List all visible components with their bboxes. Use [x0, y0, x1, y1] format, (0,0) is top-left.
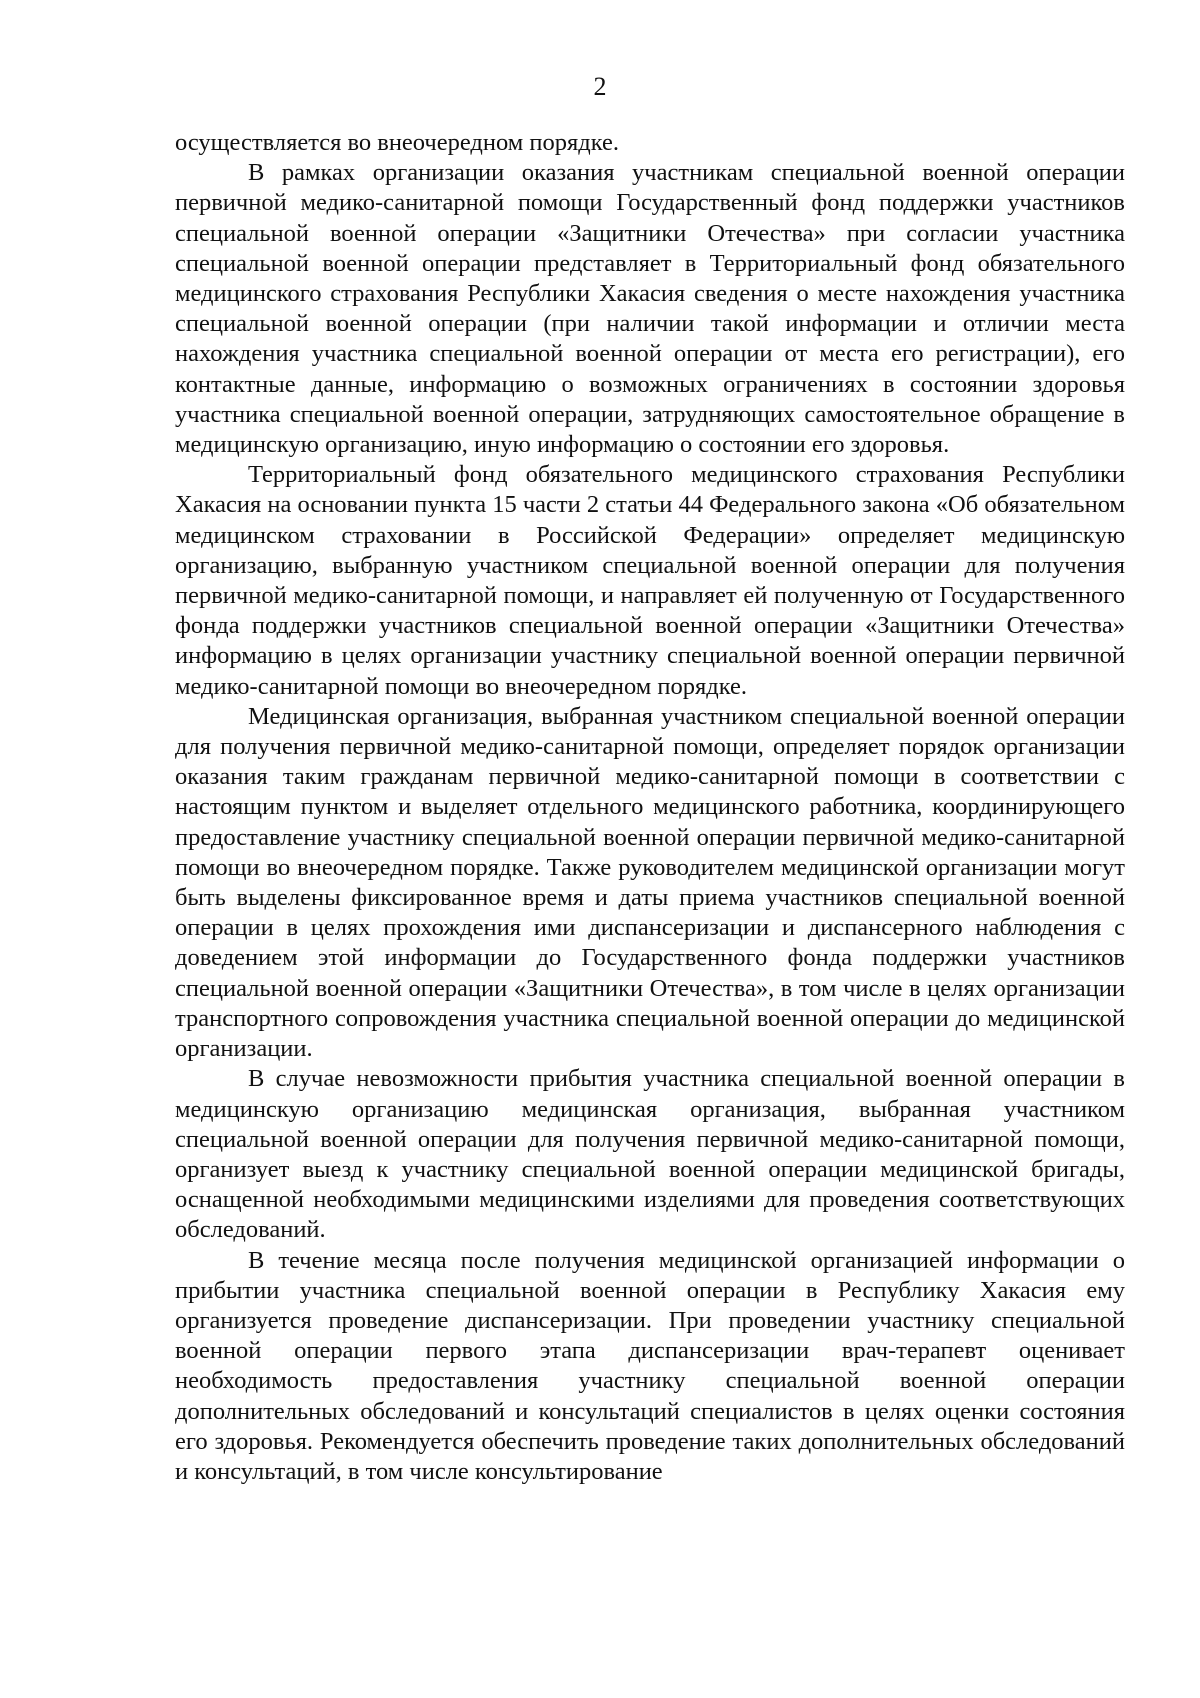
page-number: 2	[593, 72, 607, 101]
paragraph-continuation: осуществляется во внеочередном порядке.	[175, 129, 620, 156]
paragraph: В случае невозможности прибытия участника специальной военной операции в медицинскую организацию медицинская организация, выбранная участником специальной военной операции для получения первичной медико-санитарной помощи, организует выезд к участнику специальной военной операции медицинской бригады, оснащенной необходимыми медицинскими изделиями для проведения соответствующих обследований.	[175, 1065, 1125, 1244]
paragraph: Медицинская организация, выбранная участником специальной военной операции для получения первичной медико-санитарной помощи, определяет порядок организации оказания таким гражданам первичной медико-санитарной помощи в соответствии с настоящим пунктом и выделяет отдельного медицинского работника, координирующего предоставление участнику специальной военной операции первичной медико-санитарной помощи во внеочередном порядке. Также руководителем медицинской организации могут быть выделены фиксированное время и даты приема участников специальной военной операции в целях прохождения ими диспансеризации и диспансерного наблюдения с доведением этой информации до Государственного фонда поддержки участников специальной военной операции «Защитники Отечества», в том числе в целях организации транспортного сопровождения участника специальной военной операции до медицинской организации.	[175, 702, 1125, 1063]
paragraph: В рамках организации оказания участникам специальной военной операции первичной медико-санитарной помощи Государственный фонд поддержки участников специальной военной операции «Защитники Отечества» при согласии участника специальной военной операции представляет в Территориальный фонд обязательного медицинского страхования Республики Хакасия сведения о месте нахождения участника специальной военной операции (при наличии такой информации и отличии места нахождения участника специальной военной операции от места его регистрации), его контактные данные, информацию о возможных ограничениях в состоянии здоровья участника специальной военной операции, затрудняющих самостоятельное обращение в медицинскую организацию, иную информацию о состоянии его здоровья.	[175, 159, 1125, 459]
paragraph: В течение месяца после получения медицинской организацией информации о прибытии участника специальной военной операции в Республику Хакасия ему организуется проведение диспансеризации. При проведении участнику специальной военной операции первого этапа диспансеризации врач-терапевт оценивает необходимость предоставления участнику специальной военной операции дополнительных обследований и консультаций специалистов в целях оценки состояния его здоровья. Рекомендуется обеспечить проведение таких дополнительных обследований и консультаций, в том числе консультирование	[175, 1246, 1125, 1485]
document-body	[175, 128, 1125, 1487]
paragraph: Территориальный фонд обязательного медицинского страхования Республики Хакасия на основании пункта 15 части 2 статьи 44 Федерального закона «Об обязательном медицинском страховании в Российской Федерации» определяет медицинскую организацию, выбранную участником специальной военной операции для получения первичной медико-санитарной помощи, и направляет ей полученную от Государственного фонда поддержки участников специальной военной операции «Защитники Отечества» информацию в целях организации участнику специальной военной операции первичной медико-санитарной помощи во внеочередном порядке.	[175, 461, 1126, 700]
